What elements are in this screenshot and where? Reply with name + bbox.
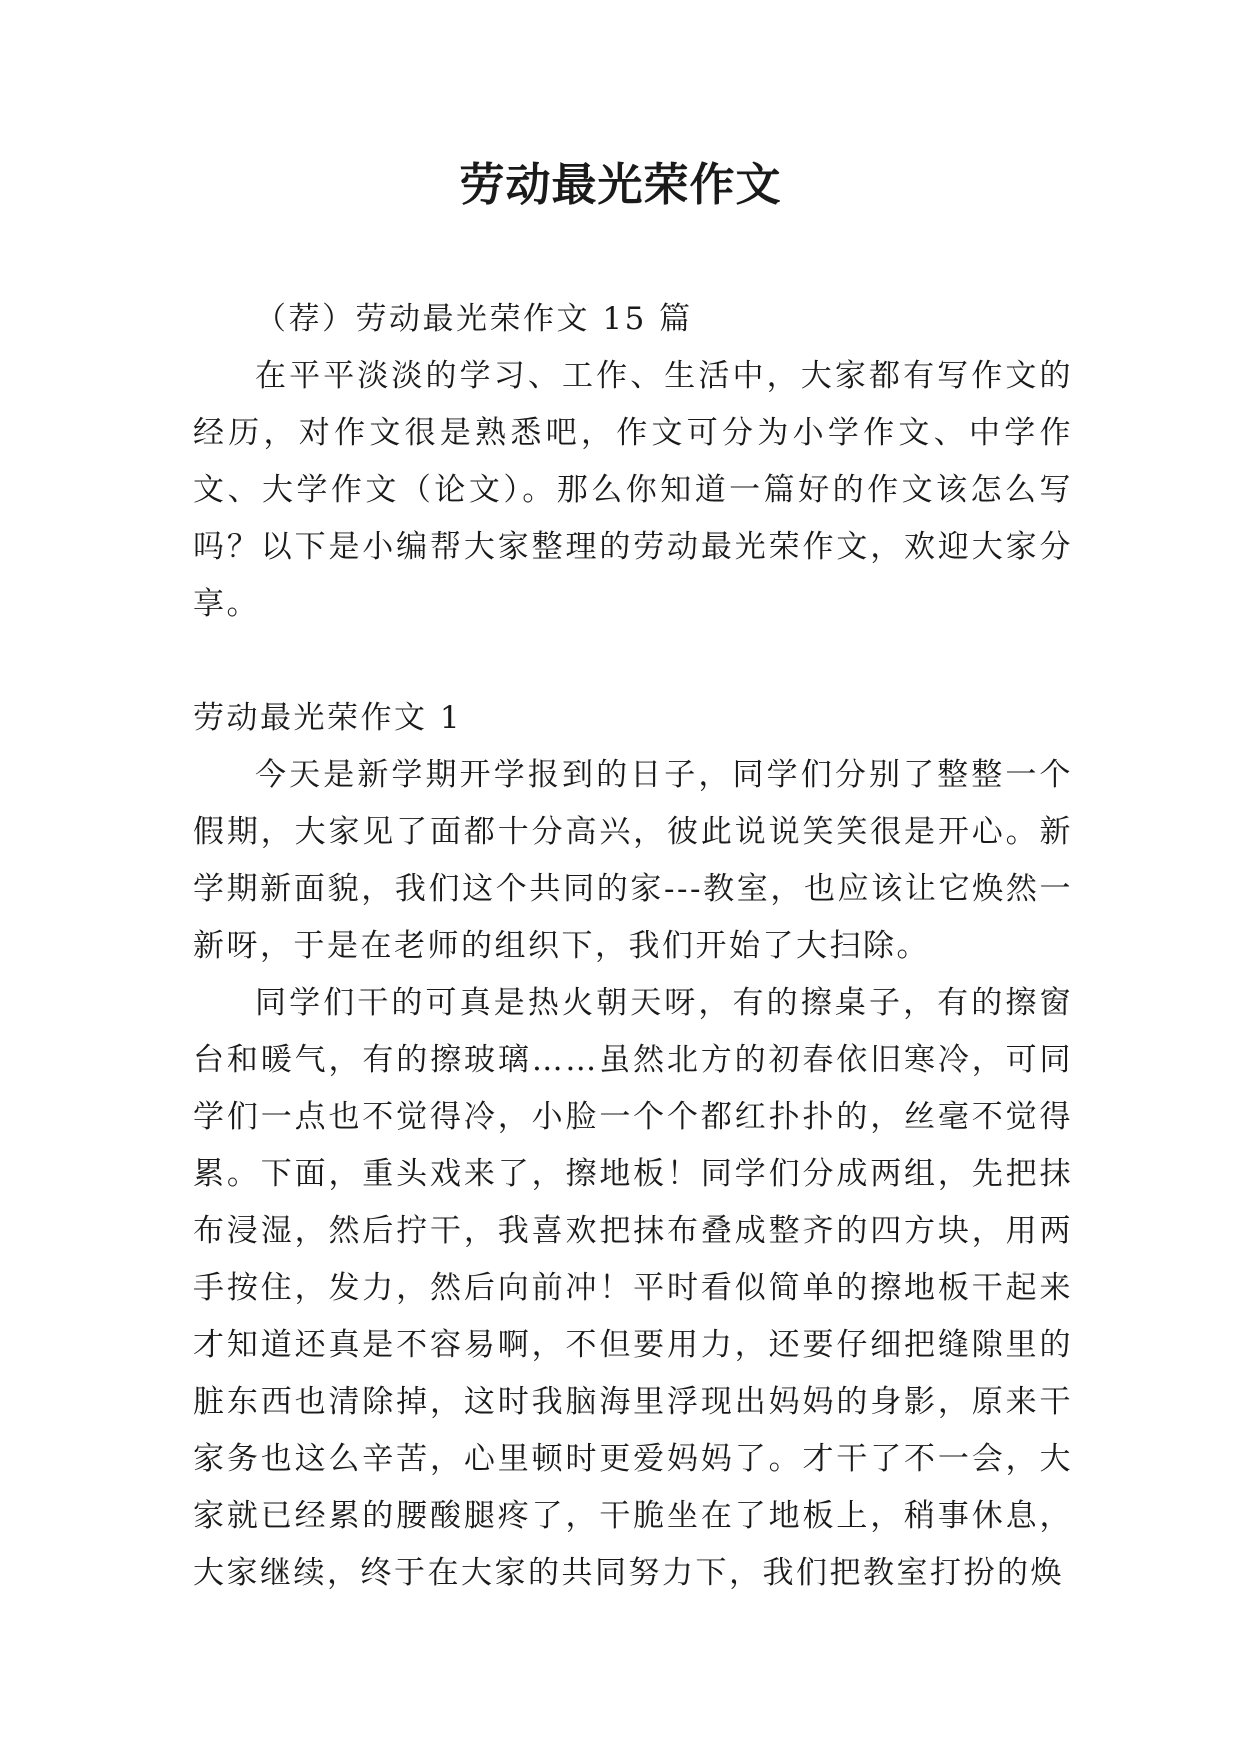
section-heading: 劳动最光荣作文 1 [193,700,463,736]
document-body [193,291,1073,1602]
document-title: 劳动最光荣作文 [459,158,782,211]
section-paragraph: 同学们干的可真是热火朝天呀，有的擦桌子，有的擦窗台和暖气，有的擦玻璃……虽然北方的初春依旧寒冷，可同学们一点也不觉得冷，小脸一个个都红扑扑的，丝毫不觉得累。下面，重头戏来了，擦地板！同学们分成两组，先把抹布浸湿，然后拧干，我喜欢把抹布叠成整齐的四方块，用两手按住，发力，然后向前冲！平时看似简单的擦地板干起来才知道还真是不容易啊，不但要用力，还要仔细把缝隙里的脏东西也清除掉，这时我脑海里浮现出妈妈的身影，原来干家务也这么辛苦，心里顿时更爱妈妈了。才干了不一会，大家就已经累的腰酸腿疼了，干脆坐在了地板上，稍事休息，大家继续，终于在大家的共同努力下，我们把教室打扮的焕 [193,985,1073,1591]
document-subtitle: （荐）劳动最光荣作文 15 篇 [255,301,693,337]
intro-paragraph: 在平平淡淡的学习、工作、生活中，大家都有写作文的经历，对作文很是熟悉吧，作文可分为小学作文、中学作文、大学作文（论文）。那么你知道一篇好的作文该怎么写吗？以下是小编帮大家整理的劳动最光荣作文，欢迎大家分享。 [193,358,1073,622]
section-paragraph: 今天是新学期开学报到的日子，同学们分别了整整一个假期，大家见了面都十分高兴，彼此说说笑笑很是开心。新学期新面貌，我们这个共同的家---教室，也应该让它焕然一新呀，于是在老师的组织下，我们开始了大扫除。 [193,757,1073,964]
